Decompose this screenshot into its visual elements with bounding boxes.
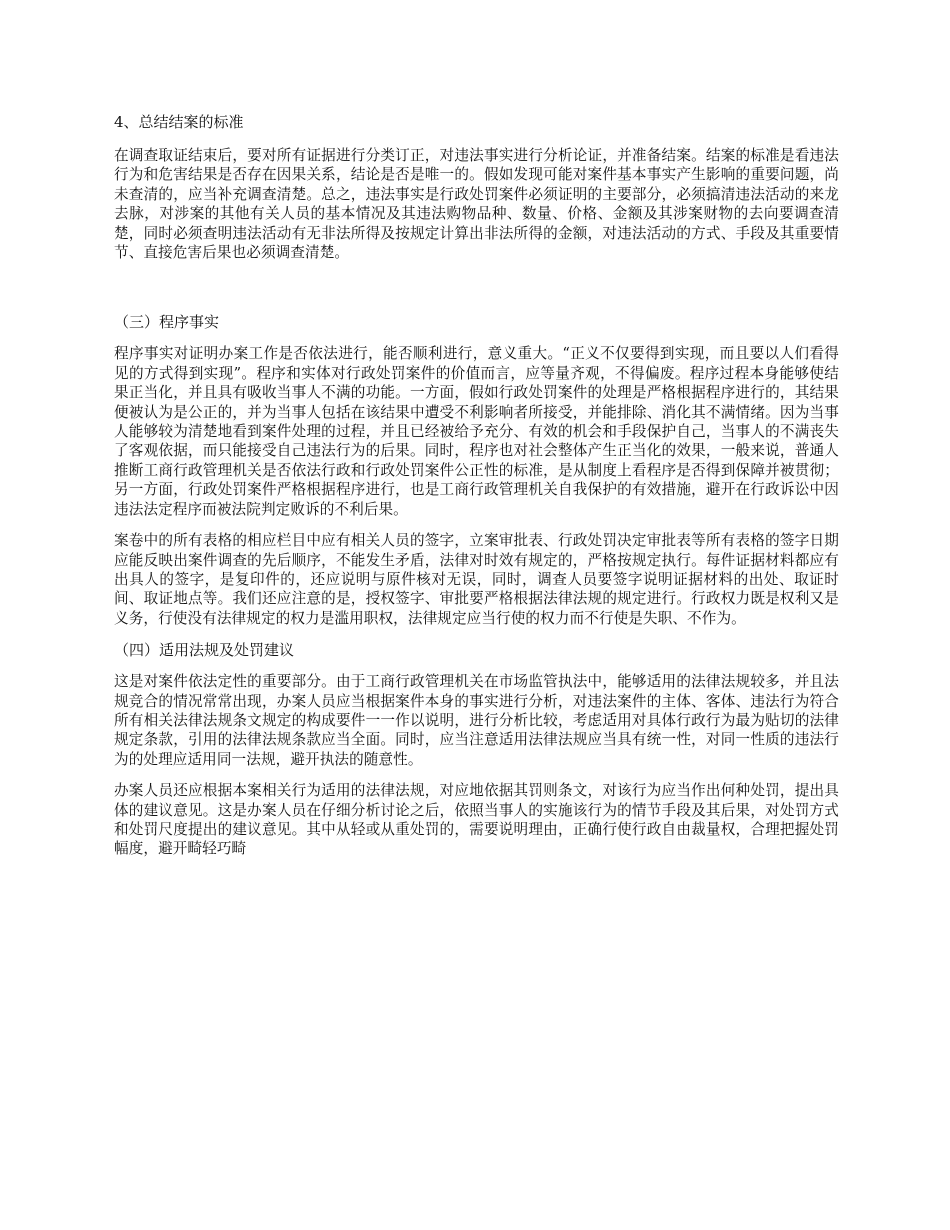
section-heading-summary-standard: 4、总结结案的标准: [114, 113, 244, 131]
section-heading-procedural-facts: （三）程序事实: [114, 313, 220, 332]
paragraph-applicable-law-2: 办案人员还应根据本案相关行为适用的法律法规，对应地依据其罚则条文，对该行为应当作出何种处罚，提出具体的建议意见。这是办案人员在仔细分析讨论之后，依照当事人的实施该行为的情节手段及其后果，对处罚方式和处罚尺度提出的建议意见。其中从轻或从重处罚的，需要说明理由，正确行使行政自由裁量权，合理把握处罚幅度，避开畸轻巧畸: [114, 782, 839, 858]
paragraph-summary-standard: 在调查取证结束后，要对所有证据进行分类订正，对违法事实进行分析论证，并准备结案。结案的标准是看违法行为和危害结果是否存在因果关系，结论是否是唯一的。假如发现可能对案件基本事实产生影响的重要问题，尚未查清的，应当补充调查清楚。总之，违法事实是行政处罚案件必须证明的主要部分，必须搞清违法活动的来龙去脉，对涉案的其他有关人员的基本情况及其违法购物品种、数量、价格、金额及其涉案财物的去向要调查清楚，同时必须查明违法活动有无非法所得及按规定计算出非法所得的金额，对违法活动的方式、手段及其重要情节、直接危害后果也必须调查清楚。: [114, 147, 839, 262]
section-spacer: [114, 262, 839, 312]
paragraph-applicable-law-1: 这是对案件依法定性的重要部分。由于工商行政管理机关在市场监管执法中，能够适用的法律法规较多，并且法规竞合的情况常常出现，办案人员应当根据案件本身的事实进行分析，对违法案件的主体、客体、违法行为符合所有相关法律法规条文规定的构成要件一一作以说明，进行分析比较，考虑适用对具体行政行为最为贴切的法律规定条款，引用的法律法规条款应当全面。同时，应当注意适用法律法规应当具有统一性，对同一性质的违法行为的处理应适用同一法规，避开执法的随意性。: [114, 673, 839, 768]
document-page: [114, 112, 839, 859]
paragraph-procedural-facts-2: 案卷中的所有表格的相应栏目中应有相关人员的签字，立案审批表、行政处罚决定审批表等所有表格的签字日期应能反映出案件调查的先后顺序，不能发生矛盾，法律对时效有规定的，严格按规定执行。每件证据材料都应有出具人的签字，是复印件的，还应说明与原件核对无误，同时，调查人员要签字说明证据材料的出处、取证时间、取证地点等。我们还应注意的是，授权签字、审批要严格根据法律法规的规定进行。行政权力既是权利又是义务，行使没有法律规定的权力是滥用职权，法律规定应当行使的权力而不行使是失职、不作为。: [114, 532, 839, 627]
section-heading-applicable-law: （四）适用法规及处罚建议: [114, 641, 295, 660]
paragraph-procedural-facts-1: 程序事实对证明办案工作是否依法进行，能否顺利进行，意义重大。“正义不仅要得到实现，而且要以人们看得见的方式得到实现”。程序和实体对行政处罚案件的价值而言，应等量齐观，不得偏废。程序过程本身能够使结果正当化，并且具有吸收当事人不满的功能。一方面，假如行政处罚案件的处理是严格根据程序进行的，其结果便被认为是公正的，并为当事人包括在该结果中遭受不利影响者所接受，并能排除、消化其不满情绪。因为当事人能够较为清楚地看到案件处理的过程，并且已经被给予充分、有效的机会和手段保护自己，当事人的不满丧失了客观依据，而只能接受自己违法行为的后果。同时，程序也对社会整体产生正当化的效果，一般来说，普通人推断工商行政管理机关是否依法行政和行政处罚案件公正性的标准，是从制度上看程序是否得到保障并被贯彻；另一方面，行政处罚案件严格根据程序进行，也是工商行政管理机关自我保护的有效措施，避开在行政诉讼中因违法法定程序而被法院判定败诉的不利后果。: [114, 345, 839, 518]
